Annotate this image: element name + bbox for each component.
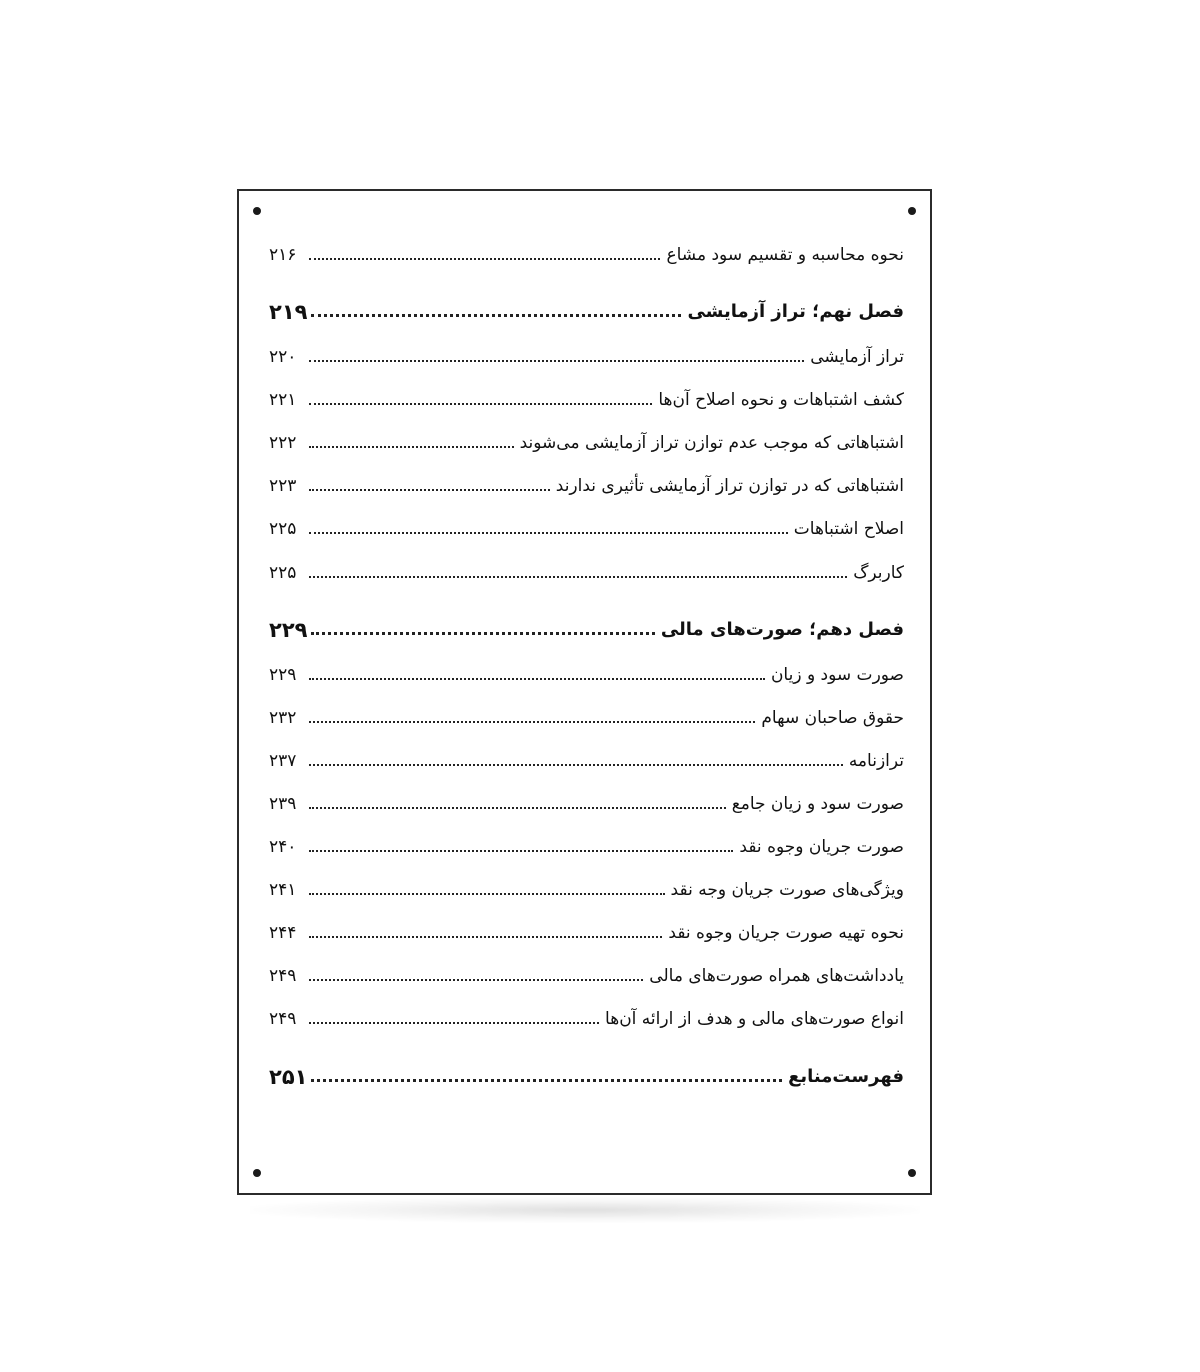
dot-leader: [309, 576, 847, 578]
dot-leader: [309, 258, 660, 260]
toc-entry: [269, 464, 904, 498]
toc-entry-page: ۲۲۵: [269, 563, 297, 583]
toc-entry-title: صورت جریان وجوه نقد: [739, 837, 904, 857]
toc-entry-title: اشتباهاتی که موجب عدم توازن تراز آزمایشی می‌شوند: [519, 433, 904, 453]
toc-entry: [269, 911, 904, 945]
dot-leader: [309, 764, 843, 766]
toc-chapter-entry: [269, 608, 904, 642]
toc-chapter-entry: [269, 290, 904, 324]
toc-entry: [269, 335, 904, 369]
toc-chapter-page: ۲۲۹: [269, 618, 308, 642]
toc-entry-page: ۲۱۶: [269, 245, 297, 265]
toc-entry-title: نحوه محاسبه و تقسیم سود مشاع: [666, 245, 904, 265]
toc-entry-title: اشتباهاتی که در توازن تراز آزمایشی تأثیری ندارند: [555, 476, 904, 496]
book-page: [237, 189, 932, 1195]
toc-entry-page: ۲۳۲: [269, 708, 297, 728]
dot-leader: [309, 403, 652, 405]
toc-entry: [269, 378, 904, 412]
toc-entry-page: ۲۳۷: [269, 751, 297, 771]
toc-entry-page: ۲۲۳: [269, 476, 297, 496]
toc-entry-title: نحوه تهیه صورت جریان وجوه نقد: [668, 923, 904, 943]
toc-entry-page: ۲۴۰: [269, 837, 297, 857]
toc-chapter-page: ۲۵۱: [269, 1065, 308, 1089]
toc-entry-title: تراز آزمایشی: [810, 347, 904, 367]
page-shadow: [250, 1197, 920, 1223]
toc-entry-page: ۲۴۱: [269, 880, 297, 900]
toc-entry: [269, 421, 904, 455]
dot-leader: [309, 850, 733, 852]
toc-chapter-title: فصل نهم؛ تراز آزمایشی: [687, 301, 904, 322]
toc-entry: [269, 653, 904, 687]
dot-leader: [309, 807, 726, 809]
dot-leader: [309, 721, 755, 723]
dot-leader: [311, 632, 654, 635]
toc-entry-page: ۲۴۹: [269, 966, 297, 986]
toc-entry-title: یادداشت‌های همراه صورت‌های مالی: [649, 966, 904, 986]
dot-leader: [309, 532, 788, 534]
toc-entry: [269, 868, 904, 902]
toc-entry-page: ۲۲۹: [269, 665, 297, 685]
toc-entry-page: ۲۴۹: [269, 1009, 297, 1029]
dot-leader: [311, 1079, 782, 1082]
toc-entry-page: ۲۴۴: [269, 923, 297, 943]
toc-chapter-page: ۲۱۹: [269, 300, 308, 324]
corner-dot-top-left: [253, 207, 261, 215]
toc-chapter-entry: [269, 1055, 904, 1089]
dot-leader: [309, 678, 765, 680]
dot-leader: [309, 979, 643, 981]
toc-chapter-title: فصل دهم؛ صورت‌های مالی: [660, 619, 904, 640]
toc-entry-title: صورت سود و زیان: [770, 665, 904, 685]
dot-leader: [309, 360, 804, 362]
toc-entry-title: اصلاح اشتباهات: [793, 519, 904, 539]
toc-entry: [269, 782, 904, 816]
dot-leader: [309, 1022, 599, 1024]
corner-dot-bottom-left: [253, 1169, 261, 1177]
toc-entry-title: ویژگی‌های صورت جریان وجه نقد: [670, 880, 904, 900]
dot-leader: [311, 314, 681, 317]
toc-entry-title: ترازنامه: [848, 751, 904, 771]
toc-entry: [269, 233, 904, 267]
dot-leader: [309, 446, 514, 448]
toc-entry: [269, 954, 904, 988]
toc-chapter-title: فهرست‌منابع: [788, 1066, 904, 1087]
toc-entry-page: ۲۲۱: [269, 390, 297, 410]
toc-entry: [269, 551, 904, 585]
corner-dot-bottom-right: [908, 1169, 916, 1177]
dot-leader: [309, 893, 665, 895]
toc-entry-title: انواع صورت‌های مالی و هدف از ارائه آن‌ها: [605, 1009, 904, 1029]
toc-entry-title: صورت سود و زیان جامع: [731, 794, 904, 814]
toc-entry: [269, 997, 904, 1031]
toc-entry-title: کاربرگ: [853, 563, 904, 583]
toc-entry: [269, 696, 904, 730]
corner-dot-top-right: [908, 207, 916, 215]
toc-entry-title: حقوق صاحبان سهام: [761, 708, 904, 728]
toc-entry: [269, 507, 904, 541]
toc-entry-page: ۲۲۵: [269, 519, 297, 539]
toc-entry-page: ۲۲۰: [269, 347, 297, 367]
toc-entry: [269, 739, 904, 773]
toc-entry-page: ۲۲۲: [269, 433, 297, 453]
toc-entry-title: کشف اشتباهات و نحوه اصلاح آن‌ها: [658, 390, 904, 410]
dot-leader: [309, 489, 550, 491]
toc-entry-page: ۲۳۹: [269, 794, 297, 814]
dot-leader: [309, 936, 662, 938]
toc-entry: [269, 825, 904, 859]
